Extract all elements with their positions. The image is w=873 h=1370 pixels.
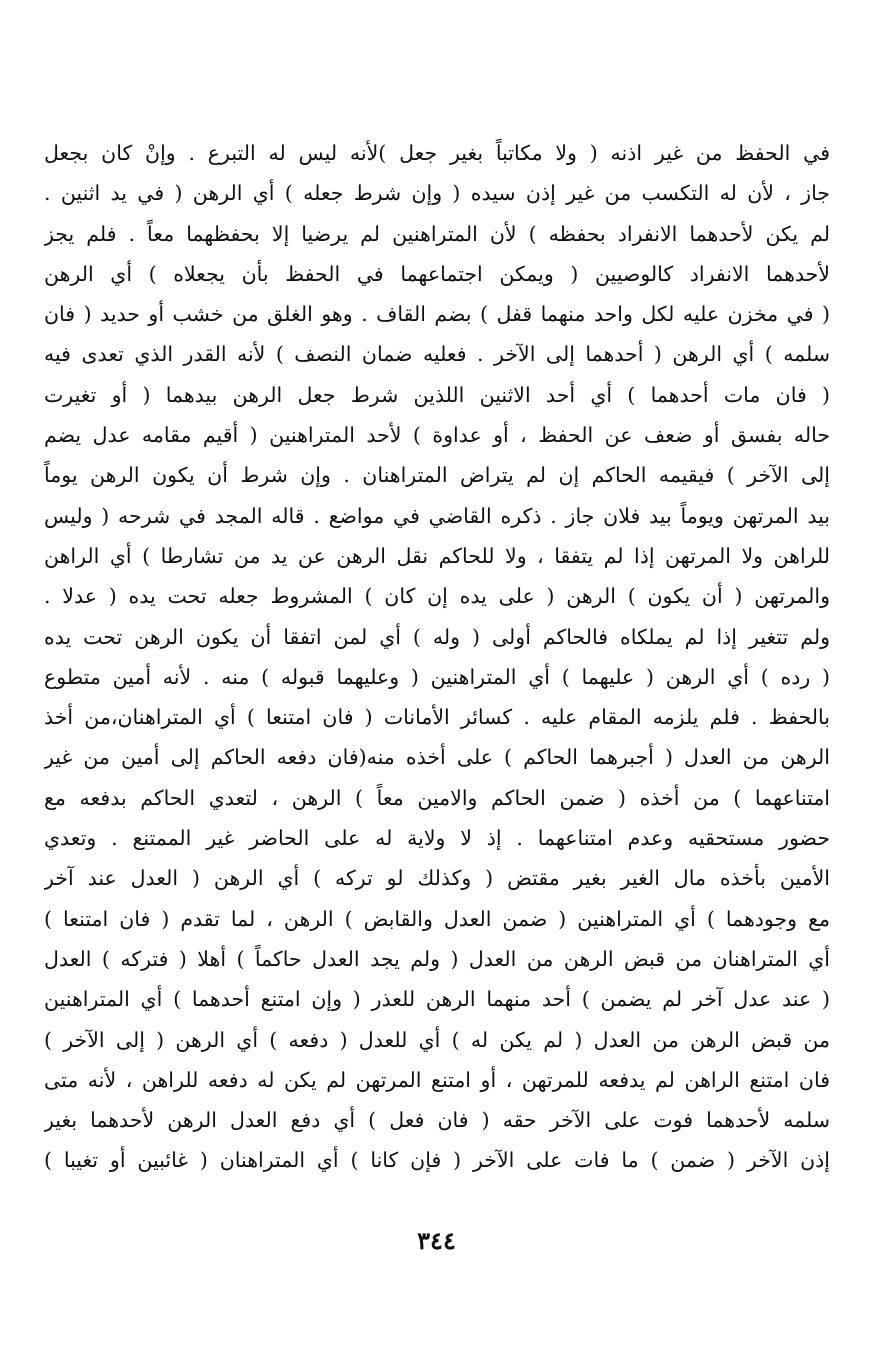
text-line: مع وجودهما ) أي المتراهنين ( ضمن العدل والقابض ) الرهن ، لما تقدم ( فان امتنعا ) bbox=[44, 906, 830, 931]
text-line: الأمين بأخذه مال الغير بغير مقتض ( وكذلك لو تركه ) أي الرهن ( العدل عند آخر bbox=[44, 866, 830, 891]
text-line: بيد المرتهن ويوماً بيد فلان جاز . ذكره القاضي في مواضع . قاله المجد في شرحه ( وليس bbox=[44, 503, 830, 528]
text-line: فان امتنع الراهن لم يدفعه للمرتهن ، أو امتنع المرتهن لم يكن له دفعه للراهن ، لأنه متى bbox=[44, 1067, 830, 1092]
text-line: ( رده ) أي الرهن ( عليهما ) أي المتراهنين ( وعليهما قبوله ) منه . لأنه أمين متطوع bbox=[44, 664, 830, 689]
page-number: ٣٤٤ bbox=[417, 1226, 456, 1255]
text-line: ( فان مات أحدهما ) أي أحد الاثنين اللذين شرط جعل الرهن بيدهما ( أو تغيرت bbox=[44, 382, 830, 407]
text-line: والمرتهن ( أن يكون ) الرهن ( على يده إن كان ) المشروط جعله تحت يده ( عدلا . bbox=[44, 584, 830, 609]
text-line: بالحفظ . فلم يلزمه المقام عليه . كسائر الأمانات ( فان امتنعا ) أي المتراهنان،من أخذ bbox=[44, 705, 830, 730]
text-line: من قبض الرهن من العدل ( لم يكن له ) أي للعدل ( دفعه ) أي الرهن ( إلى الآخر ) bbox=[44, 1027, 830, 1052]
text-line: حاله بفسق أو ضعف عن الحفظ ، أو عداوة ) لأحد المتراهنين ( أقيم مقامه عدل يضم bbox=[44, 423, 830, 448]
text-line: للراهن ولا المرتهن إذا لم يتفقا ، ولا للحاكم نقل الرهن عن يد من تشارطا ) أي الراهن bbox=[44, 543, 830, 568]
text-line: الرهن من العدل ( أجبرهما الحاكم ) على أخذه منه(فان دفعه الحاكم إلى أمين من غير bbox=[44, 745, 830, 770]
text-line: ( في مخزن عليه لكل واحد منهما قفل ) بضم القاف . وهو الغلق من خشب أو حديد ( فان bbox=[44, 302, 830, 327]
text-line: ولم تتغير إذا لم يملكاه فالحاكم أولى ( وله ) أي لمن اتفقا أن يكون الرهن تحت يده bbox=[44, 624, 830, 649]
text-line: سلمه ) أي الرهن ( أحدهما إلى الآخر . فعليه ضمان النصف ) لأنه القدر الذي تعدى فيه bbox=[44, 342, 830, 367]
text-line: لأحدهما الانفراد كالوصيين ( ويمكن اجتماعهما في الحفظ بأن يجعلاه ) أي الرهن bbox=[44, 261, 830, 286]
text-line: حضور مستحقيه وعدم امتناعهما . إذ لا ولاية له على الحاضر غير الممتنع . وتعدي bbox=[44, 826, 830, 851]
text-line: لم يكن لأحدهما الانفراد بحفظه ) لأن المتراهنين لم يرضيا إلا بحفظهما معاً . فلم يجز bbox=[44, 221, 830, 246]
text-line: ( عند عدل آخر لم يضمن ) أحد منهما الرهن للعذر ( وإن امتنع أحدهما ) أي المتراهنين bbox=[44, 987, 830, 1012]
text-line: سلمه لأحدهما فوت على الآخر حقه ( فان فعل ) أي دفع العدل الرهن لأحدهما بغير bbox=[44, 1108, 830, 1133]
text-line: في الحفظ من غير اذنه ( ولا مكاتباً بغير جعل )لأنه ليس له التبرع . وإنْ كان بجعل bbox=[44, 141, 830, 165]
text-line: إذن الآخر ( ضمن ) ما فات على الآخر ( فإن كانا ) أي المتراهنان ( غائبين أو تغيبا ) bbox=[44, 1148, 830, 1173]
text-line: امتناعهما ) من أخذه ( ضمن الحاكم والامين معاً ) الرهن ، لتعدي الحاكم بدفعه مع bbox=[44, 785, 830, 810]
text-line: جاز ، لأن له التكسب من غير إذن سيده ( وإن شرط جعله ) أي الرهن ( في يد اثنين . bbox=[44, 181, 830, 206]
page-text-block bbox=[44, 133, 830, 1181]
text-line: أي المتراهنان من قبض الرهن من العدل ( ولم يجد العدل حاكماً ) أهلا ( فتركه ) العدل bbox=[44, 946, 830, 971]
text-line: إلى الآخر ) فيقيمه الحاكم إن لم يتراض المتراهنان . وإن شرط أن يكون الرهن يوماً bbox=[44, 463, 830, 488]
